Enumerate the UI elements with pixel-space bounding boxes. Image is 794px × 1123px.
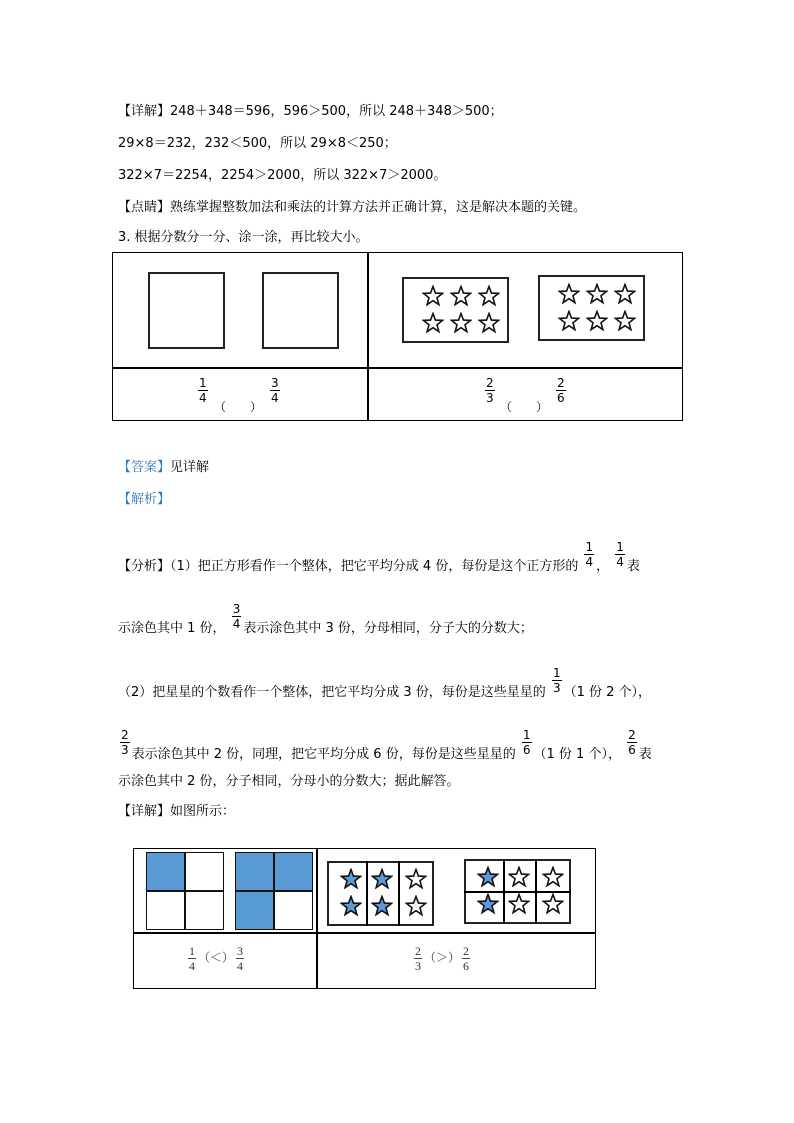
numerator: 2 xyxy=(628,728,636,742)
denominator: 4 xyxy=(616,555,624,569)
fenxi-line-4 xyxy=(118,728,652,769)
question-text: 根据分数分一分、涂一涂，再比较大小。 xyxy=(134,230,369,245)
detail-text: 如图所示： xyxy=(170,804,236,819)
fraction xyxy=(552,666,562,695)
star-icon xyxy=(508,866,530,888)
fenxi-line-5: 示涂色其中 2 份，分子相同，分母小的分数大；据此解答。 xyxy=(118,774,460,789)
shaded-star-icon xyxy=(477,866,499,888)
shaded-cell xyxy=(146,852,185,891)
shaded-cell xyxy=(274,852,313,891)
question-number: 3. xyxy=(118,230,131,245)
dianjing-text: 熟练掌握整数加法和乘法的计算方法并正确计算，这是解决本题的关键。 xyxy=(170,200,587,215)
star-icon xyxy=(614,310,636,332)
answer-text: 见详解 xyxy=(170,460,210,475)
detail-text: 248＋348＝596，596＞500，所以 248＋348＞500； xyxy=(170,104,503,119)
blank-square-2[interactable] xyxy=(262,272,339,349)
shaded-star-icon xyxy=(340,895,362,917)
numerator: 1 xyxy=(616,540,624,554)
star-icon xyxy=(478,312,500,334)
denominator: 3 xyxy=(121,743,129,757)
detail-2-line xyxy=(118,804,235,820)
fenxi-text: 表示涂色其中 3 份，分母相同，分子大的分数大； xyxy=(243,621,533,636)
star-box-2[interactable] xyxy=(538,275,645,341)
fenxi-text: （1 份 2 个）， xyxy=(563,685,652,700)
star-icon xyxy=(558,283,580,305)
numerator: 3 xyxy=(271,376,279,390)
detail-label: 【详解】 xyxy=(118,804,171,819)
dianjing-label: 【点睛】 xyxy=(118,200,171,215)
fraction xyxy=(462,944,470,973)
fraction xyxy=(584,540,594,569)
answer-label: 【答案】 xyxy=(118,460,171,475)
fenxi-text: （1 份 1 个）， xyxy=(533,747,621,762)
star-box-1[interactable] xyxy=(402,277,509,343)
denominator: 6 xyxy=(463,959,470,973)
fenxi-text: 表 xyxy=(626,559,640,574)
answer-blank-left[interactable] xyxy=(228,395,252,411)
denominator: 4 xyxy=(585,555,594,569)
unshaded-cell xyxy=(185,891,224,930)
analysis-label: 【解析】 xyxy=(118,492,171,507)
solution-row-divider xyxy=(133,932,596,934)
compare-sign: （＞） xyxy=(424,950,461,965)
shaded-star-icon xyxy=(477,893,499,915)
star-icon xyxy=(542,866,564,888)
denominator: 3 xyxy=(415,959,421,973)
star-icon xyxy=(422,312,444,334)
star-icon xyxy=(405,868,427,890)
fraction xyxy=(232,602,242,631)
answer-blank-right[interactable] xyxy=(514,395,538,411)
numerator: 1 xyxy=(522,728,531,742)
table-row-divider xyxy=(112,367,683,369)
fraction xyxy=(522,728,532,757)
unshaded-cell xyxy=(274,891,313,930)
numerator: 1 xyxy=(199,376,207,390)
detail-line-2: 29×8＝232，232＜500，所以 29×8＜250； xyxy=(118,136,397,151)
denominator: 4 xyxy=(237,959,244,973)
fenxi-text: 表示涂色其中 2 份，同理，把它平均分成 6 份，每份是这些星星的 xyxy=(131,747,516,762)
star-icon xyxy=(405,895,427,917)
answer-line xyxy=(118,460,209,476)
fenxi-line-3 xyxy=(118,666,652,707)
shaded-star-icon xyxy=(371,895,393,917)
numerator: 2 xyxy=(463,944,470,958)
denominator: 6 xyxy=(522,743,531,757)
fraction-2-3 xyxy=(485,376,495,405)
numerator: 2 xyxy=(121,728,129,742)
fenxi-text: （2）把星星的个数看作一个整体，把它平均分成 3 份，每份是这些星星的 xyxy=(118,685,546,700)
fraction xyxy=(236,944,244,973)
denominator: 3 xyxy=(486,391,494,405)
shaded-cell xyxy=(235,891,274,930)
fenxi-label: 【分析】 xyxy=(118,559,171,574)
denominator: 4 xyxy=(199,391,207,405)
blank-open: （ xyxy=(214,400,227,414)
compare-left xyxy=(186,944,246,973)
numerator: 3 xyxy=(237,944,244,958)
fenxi-text: （1）把正方形看作一个整体，把它平均分成 4 份，每份是这个正方形的 xyxy=(170,559,579,574)
grid-line xyxy=(398,861,400,926)
detail-line-3: 322×7＝2254，2254＞2000，所以 322×7＞2000。 xyxy=(118,168,447,183)
fraction xyxy=(120,728,130,757)
analysis-line xyxy=(118,492,170,508)
compare-right xyxy=(412,944,472,973)
shaded-square-three-quarters xyxy=(235,852,312,929)
compare-sign: （＜） xyxy=(198,950,235,965)
grid-line xyxy=(366,861,368,926)
solution-divider xyxy=(316,848,318,989)
blank-close: ） xyxy=(536,400,549,414)
denominator: 4 xyxy=(271,391,279,405)
table-divider xyxy=(367,252,369,421)
dianjing-line xyxy=(118,200,586,216)
fraction xyxy=(627,728,637,757)
numerator: 1 xyxy=(189,944,195,958)
shaded-star-icon xyxy=(340,868,362,890)
numerator: 2 xyxy=(415,944,421,958)
separator: ， xyxy=(596,559,610,574)
numerator: 3 xyxy=(232,602,241,616)
star-icon xyxy=(614,283,636,305)
star-icon xyxy=(586,310,608,332)
blank-close: ） xyxy=(250,400,263,414)
star-icon xyxy=(508,893,530,915)
fraction-1-4 xyxy=(198,376,208,405)
fraction xyxy=(188,944,196,973)
unshaded-cell xyxy=(146,891,185,930)
star-icon xyxy=(558,310,580,332)
denominator: 4 xyxy=(189,959,195,973)
fraction xyxy=(414,944,422,973)
numerator: 2 xyxy=(557,376,565,390)
star-icon xyxy=(478,285,500,307)
star-icon xyxy=(422,285,444,307)
denominator: 3 xyxy=(552,681,561,695)
unshaded-cell xyxy=(185,852,224,891)
shaded-cell xyxy=(235,852,274,891)
fraction-3-4 xyxy=(270,376,280,405)
denominator: 4 xyxy=(232,617,241,631)
shaded-star-box-2 xyxy=(464,859,571,924)
numerator: 1 xyxy=(585,540,594,554)
numerator: 1 xyxy=(552,666,561,680)
shaded-square-one-quarter xyxy=(146,852,223,929)
denominator: 6 xyxy=(628,743,636,757)
denominator: 6 xyxy=(557,391,565,405)
fenxi-text: 表 xyxy=(638,747,652,762)
shaded-star-box-1 xyxy=(327,861,434,926)
detail-line-1 xyxy=(118,104,503,120)
star-icon xyxy=(542,893,564,915)
detail-label: 【详解】 xyxy=(118,104,171,119)
numerator: 2 xyxy=(486,376,494,390)
shaded-star-icon xyxy=(371,868,393,890)
star-icon xyxy=(450,312,472,334)
fenxi-text: 示涂色其中 1 份， xyxy=(118,621,226,636)
fraction-2-6 xyxy=(556,376,566,405)
question-line xyxy=(118,230,369,246)
fenxi-line-1 xyxy=(118,540,640,581)
blank-square-1[interactable] xyxy=(148,272,225,349)
star-icon xyxy=(586,283,608,305)
star-icon xyxy=(450,285,472,307)
fenxi-line-2 xyxy=(118,602,533,643)
fraction xyxy=(615,540,625,569)
blank-open: （ xyxy=(500,400,513,414)
